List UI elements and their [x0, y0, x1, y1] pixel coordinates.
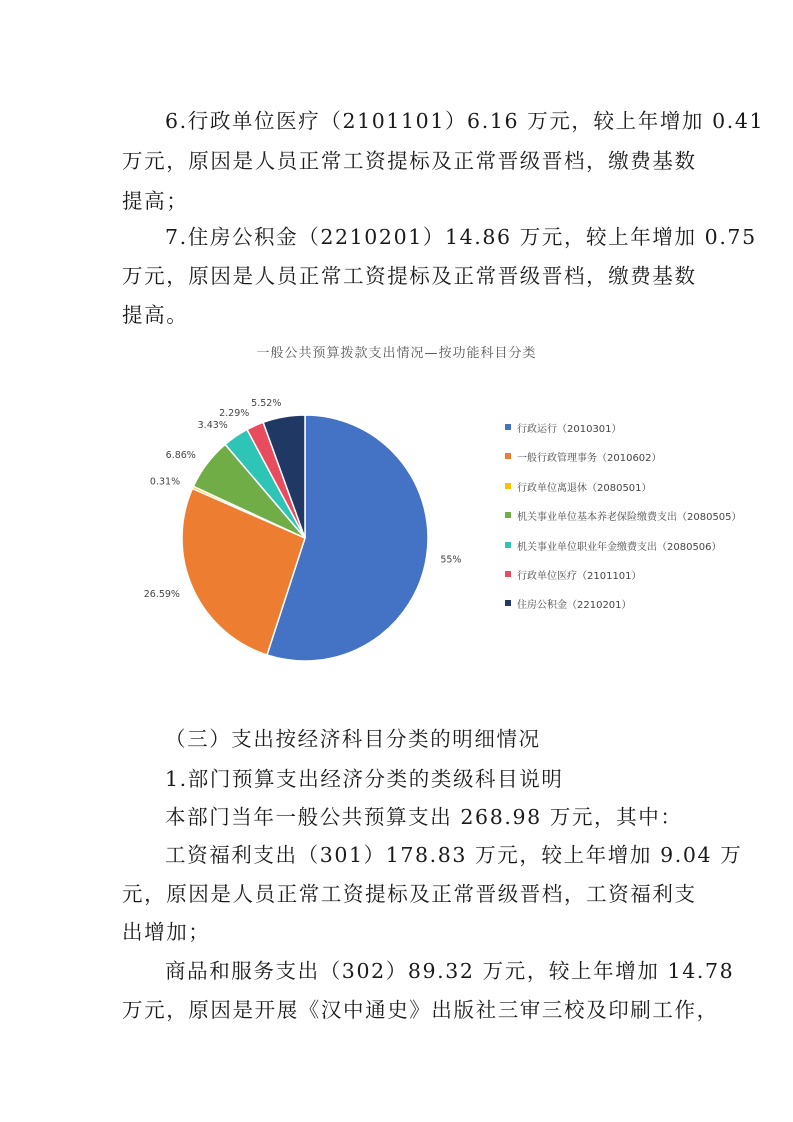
slice-data-label: 5.52%	[251, 398, 282, 410]
legend-label: 行政单位离退休（2080501）	[517, 482, 652, 494]
slice-data-label: 3.43%	[197, 419, 228, 431]
slice-data-label: 2.29%	[219, 407, 250, 419]
legend-label: 行政运行（2010301）	[517, 424, 622, 435]
slice-data-label: 55%	[440, 554, 462, 566]
paragraph-line: 元，原因是人员正常工资提标及正常晋级晋档，工资福利支	[122, 882, 697, 906]
legend-label: 机关事业单位职业年金缴费支出（2080506）	[517, 541, 722, 553]
paragraph-line: 本部门当年一般公共预算支出 268.98 万元，其中：	[165, 805, 683, 829]
slice-data-label: 6.86%	[165, 450, 196, 462]
legend-label: 住房公积金（2210201）	[517, 600, 632, 612]
legend-swatch	[505, 600, 511, 606]
legend-item	[505, 479, 742, 508]
slice-data-label: 26.59%	[143, 589, 180, 601]
section-heading: （三）支出按经济科目分类的明细情况	[165, 727, 541, 751]
legend-label: 行政单位医疗（2101101）	[517, 570, 642, 582]
paragraph-line: 提高。	[122, 303, 189, 327]
paragraph-line: 7.住房公积金（2210201）14.86 万元，较上年增加 0.75	[165, 225, 757, 249]
paragraph-line: 1.部门预算支出经济分类的类级科目说明	[165, 767, 564, 791]
legend-item	[505, 449, 742, 478]
paragraph-line: 工资福利支出（301）178.83 万元，较上年增加 9.04 万	[165, 843, 743, 867]
legend-swatch	[505, 542, 511, 548]
legend-swatch	[505, 571, 511, 577]
legend-item	[505, 508, 742, 537]
legend-item	[505, 420, 742, 449]
legend-swatch	[505, 512, 511, 518]
slice-data-label: 0.31%	[149, 476, 181, 488]
paragraph-line: 提高；	[122, 189, 189, 213]
legend-label: 一般行政管理事务（2010602）	[517, 453, 662, 465]
paragraph-line: 万元，原因是人员正常工资提标及正常晋级晋档，缴费基数	[122, 149, 697, 173]
chart-title: 一般公共预算拨款支出情况—按功能科目分类	[256, 346, 537, 361]
legend-label: 机关事业单位基本养老保险缴费支出（2080505）	[517, 512, 742, 524]
paragraph-line: 万元，原因是人员正常工资提标及正常晋级晋档，缴费基数	[122, 264, 697, 288]
legend-item	[505, 596, 742, 625]
chart-legend	[505, 420, 742, 626]
legend-swatch	[505, 424, 511, 430]
paragraph-line: 商品和服务支出（302）89.32 万元，较上年增加 14.78	[165, 959, 735, 983]
paragraph-line: 6.行政单位医疗（2101101）6.16 万元，较上年增加 0.41	[165, 109, 765, 133]
legend-item	[505, 567, 742, 596]
legend-swatch	[505, 453, 511, 459]
paragraph-line: 万元，原因是开展《汉中通史》出版社三审三校及印刷工作，	[122, 998, 719, 1022]
legend-item	[505, 538, 742, 567]
legend-swatch	[505, 483, 511, 489]
paragraph-line: 出增加；	[122, 920, 211, 944]
